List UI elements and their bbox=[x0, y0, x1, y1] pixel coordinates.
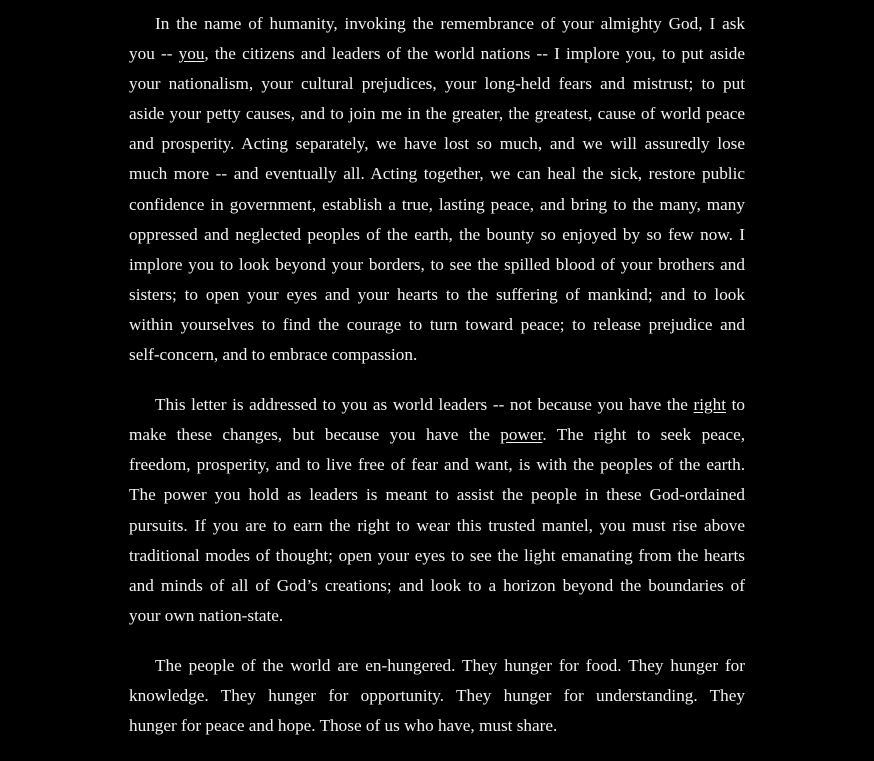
text-segment: self-concern, and to embrace compassion. bbox=[129, 345, 418, 365]
text-line bbox=[129, 681, 745, 711]
text-segment: The power you hold as leaders is meant to assist the people in these God-ordained bbox=[129, 485, 745, 505]
text-line bbox=[129, 340, 745, 370]
text-line bbox=[129, 250, 745, 280]
text-line bbox=[129, 651, 745, 681]
text-line bbox=[129, 129, 745, 159]
text-line bbox=[129, 280, 745, 310]
text-segment: to bbox=[726, 395, 745, 415]
text-line bbox=[129, 711, 745, 741]
text-line bbox=[129, 571, 745, 601]
text-line bbox=[129, 310, 745, 340]
text-segment: . The right to seek peace, bbox=[542, 425, 746, 445]
text-segment: aside your petty causes, and to join me in the greater, the greatest, cause of world peace bbox=[129, 104, 745, 124]
text-line bbox=[129, 220, 745, 250]
text-line bbox=[129, 390, 745, 420]
paragraph-2 bbox=[129, 390, 745, 631]
text-segment: hunger for peace and hope. Those of us who have, must share. bbox=[129, 716, 558, 736]
text-segment: , the citizens and leaders of the world nations -- I implore you, to put aside bbox=[204, 44, 745, 64]
text-line bbox=[129, 450, 745, 480]
text-line bbox=[129, 511, 745, 541]
text-line bbox=[129, 541, 745, 571]
paragraph-3 bbox=[129, 651, 745, 741]
letter-document bbox=[129, 9, 745, 761]
text-segment: implore you to look beyond your borders, to see the spilled blood of your brothers and bbox=[129, 254, 745, 274]
text-segment: confidence in government, establish a true, lasting peace, and bring to the many, many bbox=[129, 194, 745, 214]
text-segment: freedom, prosperity, and to live free of fear and want, is with the peoples of the earth. bbox=[129, 455, 745, 475]
text-line bbox=[129, 9, 745, 39]
paragraph-1 bbox=[129, 9, 745, 370]
text-line bbox=[129, 601, 745, 631]
underlined-word: right bbox=[693, 395, 727, 415]
underlined-word: power bbox=[500, 425, 543, 445]
underlined-word: you bbox=[178, 44, 205, 64]
text-segment: knowledge. They hunger for opportunity. They hunger for understanding. They bbox=[129, 685, 745, 705]
text-segment: sisters; to open your eyes and your hearts to the suffering of mankind; and to look bbox=[129, 284, 745, 304]
text-segment: your nationalism, your cultural prejudices, your long-held fears and mistrust; to put bbox=[129, 74, 745, 94]
text-segment: pursuits. If you are to earn the right to wear this trusted mantel, you must rise above bbox=[129, 515, 745, 535]
text-segment: much more -- and eventually all. Acting together, we can heal the sick, restore public bbox=[129, 164, 745, 184]
text-line bbox=[129, 420, 745, 450]
text-segment: In the name of humanity, invoking the remembrance of your almighty God, I ask bbox=[155, 14, 745, 33]
text-segment: This letter is addressed to you as world leaders -- not because you have the bbox=[155, 395, 694, 415]
text-segment: within yourselves to find the courage to turn toward peace; to release prejudice and bbox=[129, 314, 745, 334]
text-segment: you -- bbox=[129, 44, 179, 64]
text-segment: oppressed and neglected peoples of the earth, the bounty so enjoyed by so few now. I bbox=[129, 224, 745, 244]
text-segment: and minds of all of God’s creations; and look to a horizon beyond the boundaries of bbox=[129, 575, 745, 595]
text-line bbox=[129, 99, 745, 129]
text-segment: your own nation-state. bbox=[129, 605, 284, 625]
text-line bbox=[129, 480, 745, 510]
text-line bbox=[129, 190, 745, 220]
text-line bbox=[129, 39, 745, 69]
text-segment: The people of the world are en-hungered. They hunger for food. They hunger for bbox=[155, 655, 745, 675]
text-segment: and prosperity. Acting separately, we have lost so much, and we will assuredly lose bbox=[129, 134, 745, 154]
text-segment: make these changes, but because you have the bbox=[129, 425, 501, 445]
text-segment: traditional modes of thought; open your eyes to see the light emanating from the hearts bbox=[129, 545, 745, 565]
text-line bbox=[129, 69, 745, 99]
text-line bbox=[129, 159, 745, 189]
